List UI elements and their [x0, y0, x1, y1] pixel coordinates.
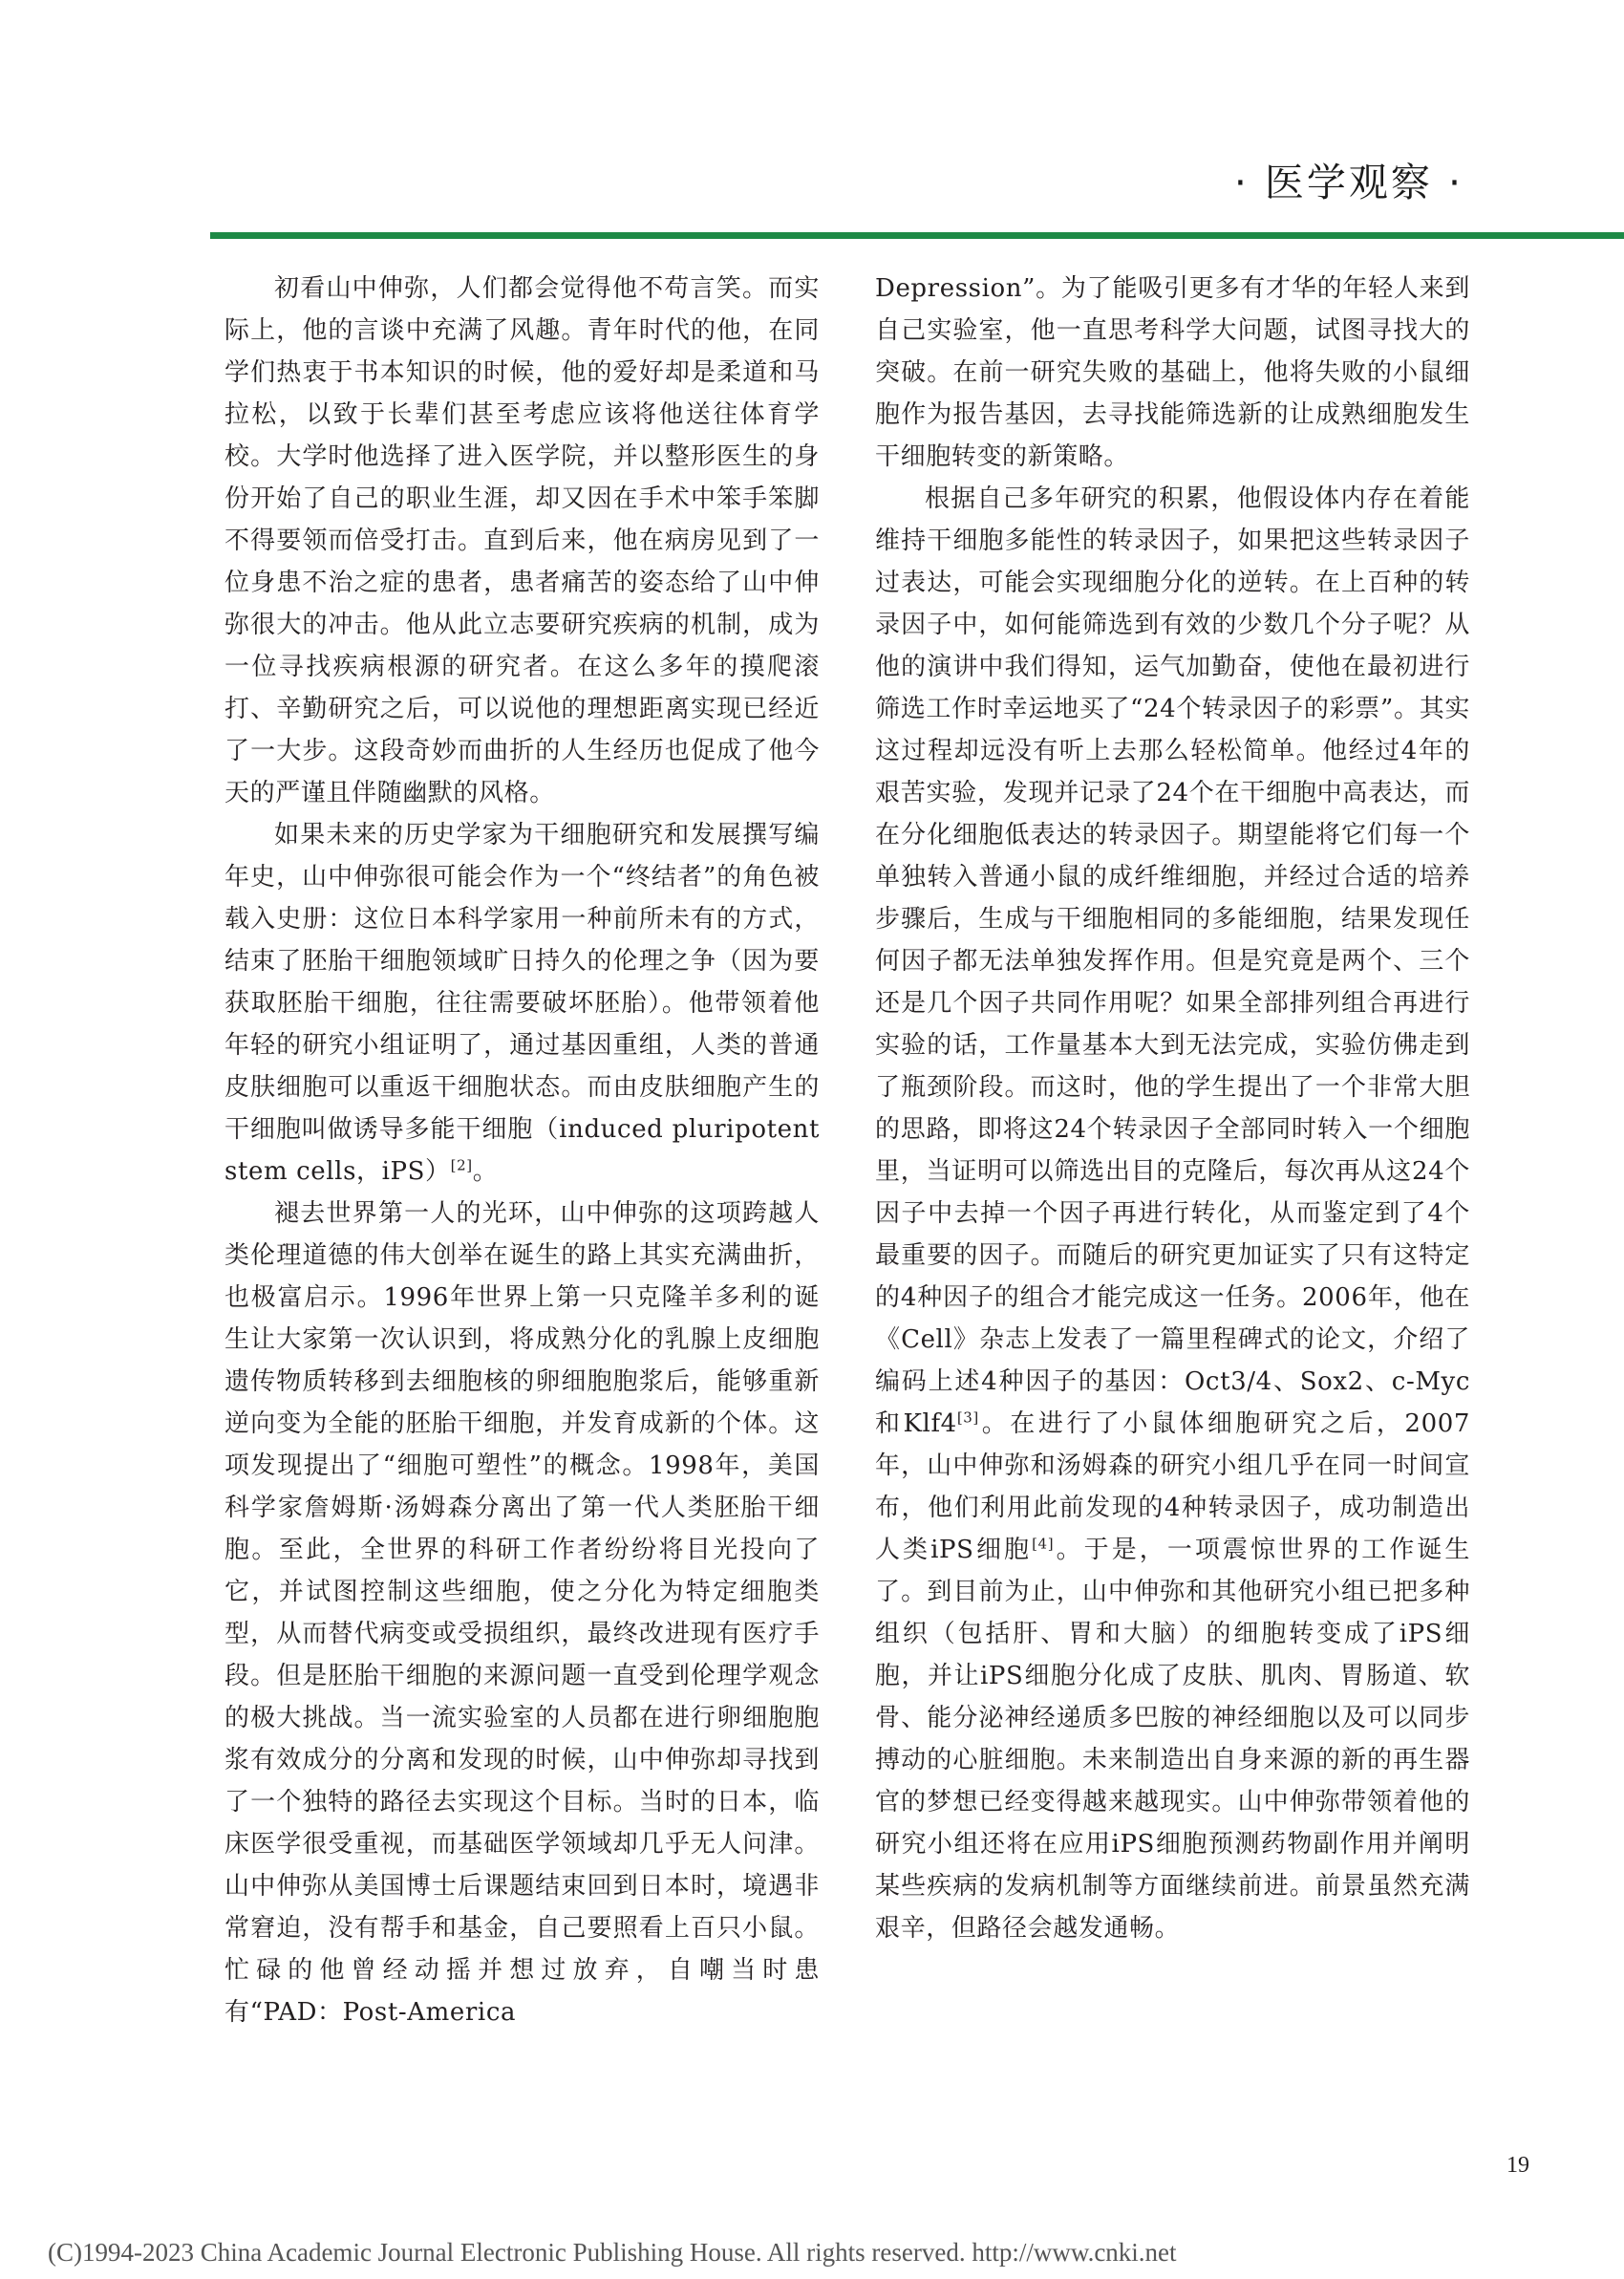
left-column [224, 268, 820, 2033]
paragraph-text: 。 [472, 1157, 499, 1186]
reference-marker[interactable]: [3] [956, 1408, 979, 1427]
paragraph-text: 根据自己多年研究的积累，他假设体内存在着能维持干细胞多能性的转录因子，如果把这些转录因子过表达，可能会实现细胞分化的逆转。在上百种的转录因子中，如何能筛选到有效的少数几个分子呢？从他的演讲中我们得知，运气加勤奋，使他在最初进行筛选工作时幸运地买了“24个转录因子的彩票”。其实这过程却远没有听上去那么轻松简单。他经过4年的艰苦实验，发现并记录了24个在干细胞中高表达，而在分化细胞低表达的转录因子。期望能将它们每一个单独转入普通小鼠的成纤维细胞，并经过合适的培养步骤后，生成与干细胞相同的多能细胞，结果发现任何因子都无法单独发挥作用。但是究竟是两个、三个还是几个因子共同作用呢？如果全部排列组合再进行实验的话，工作量基本大到无法完成，实验仿佛走到了瓶颈阶段。而这时，他的学生提出了一个非常大胆的思路，即将这24个转录因子全部同时转入一个细胞里，当证明可以筛选出目的克隆后，每次再从这24个因子中去掉一个因子再进行转化，从而鉴定到了4个最重要的因子。而随后的研究更加证实了只有这特定的4种因子的组合才能完成这一任务。2006年，他在《Cell》杂志上发表了一篇里程碑式的论文，介绍了编码上述4种因子的基因：Oct3/4、Sox2、c-Myc和Klf4 [875, 484, 1470, 1438]
reference-marker[interactable]: [4] [1032, 1535, 1055, 1553]
copyright-notice: (C)1994-2023 China Academic Journal Electronic Publishing House. All rights reserved. http://www.cnki.net [48, 2238, 1177, 2267]
section-title: · 医学观察 · [1233, 160, 1464, 205]
header-rule [210, 232, 1624, 239]
paragraph-continued: Depression”。为了能吸引更多有才华的年轻人来到自己实验室，他一直思考科学大问题，试图寻找大的突破。在前一研究失败的基础上，他将失败的小鼠细胞作为报告基因，去寻找能筛选新的让成熟细胞发生干细胞转变的新策略。 [875, 274, 1470, 471]
paragraph-text: 如果未来的历史学家为干细胞研究和发展撰写编年史，山中伸弥很可能会作为一个“终结者”的角色被载入史册：这位日本科学家用一种前所未有的方式，结束了胚胎干细胞领域旷日持久的伦理之争（因为要获取胚胎干细胞，往往需要破坏胚胎）。他带领着他年轻的研究小组证明了，通过基因重组，人类的普通皮肤细胞可以重返干细胞状态。而由皮肤细胞产生的干细胞叫做诱导多能干细胞（induced pluripotent stem cells，iPS） [224, 821, 820, 1186]
paragraph-text: 。于是，一项震惊世界的工作诞生了。到目前为止，山中伸弥和其他研究小组已把多种组织（包括肝、胃和大脑）的细胞转变成了iPS细胞，并让iPS细胞分化成了皮肤、肌肉、胃肠道、软骨、能分泌神经递质多巴胺的神经细胞以及可以同步搏动的心脏细胞。未来制造出自身来源的新的再生器官的梦想已经变得越来越现实。山中伸弥带领着他的研究小组还将在应用iPS细胞预测药物副作用并阐明某些疾病的发病机制等方面继续前进。前景虽然充满艰辛，但路径会越发通畅。 [875, 1536, 1470, 1943]
reference-marker[interactable]: [2] [450, 1156, 473, 1174]
paragraph: 褪去世界第一人的光环，山中伸弥的这项跨越人类伦理道德的伟大创举在诞生的路上其实充满曲折，也极富启示。1996年世界上第一只克隆羊多利的诞生让大家第一次认识到，将成熟分化的乳腺上皮细胞遗传物质转移到去细胞核的卵细胞胞浆后，能够重新逆向变为全能的胚胎干细胞，并发育成新的个体。这项发现提出了“细胞可塑性”的概念。1998年，美国科学家詹姆斯·汤姆森分离出了第一代人类胚胎干细胞。至此，全世界的科研工作者纷纷将目光投向了它，并试图控制这些细胞，使之分化为特定细胞类型，从而替代病变或受损组织，最终改进现有医疗手段。但是胚胎干细胞的来源问题一直受到伦理学观念的极大挑战。当一流实验室的人员都在进行卵细胞胞浆有效成分的分离和发现的时候，山中伸弥却寻找到了一个独特的路径去实现这个目标。当时的日本，临床医学很受重视，而基础医学领域却几乎无人问津。山中伸弥从美国博士后课题结束回到日本时，境遇非常窘迫，没有帮手和基金，自己要照看上百只小鼠。忙碌的他曾经动摇并想过放弃，自嘲当时患有“PAD：Post-America [224, 1199, 820, 2027]
paragraph-text: 。在进行了小鼠体细胞研究之后，2007年，山中伸弥和汤姆森的研究小组几乎在同一时间宣布，他们利用此前发现的4种转录因子，成功制造出人类iPS细胞 [875, 1409, 1471, 1564]
paragraph [875, 478, 1470, 1949]
paragraph: 初看山中伸弥，人们都会觉得他不苟言笑。而实际上，他的言谈中充满了风趣。青年时代的他，在同学们热衷于书本知识的时候，他的爱好却是柔道和马拉松，以致于长辈们甚至考虑应该将他送往体育学校。大学时他选择了进入医学院，并以整形医生的身份开始了自己的职业生涯，却又因在手术中笨手笨脚不得要领而倍受打击。直到后来，他在病房见到了一位身患不治之症的患者，患者痛苦的姿态给了山中伸弥很大的冲击。他从此立志要研究疾病的机制，成为一位寻找疾病根源的研究者。在这么多年的摸爬滚打、辛勤研究之后，可以说他的理想距离实现已经近了一大步。这段奇妙而曲折的人生经历也促成了他今天的严谨且伴随幽默的风格。 [224, 274, 820, 807]
page-number: 19 [1506, 2153, 1529, 2178]
right-column [875, 268, 1470, 1949]
paragraph [224, 814, 820, 1193]
